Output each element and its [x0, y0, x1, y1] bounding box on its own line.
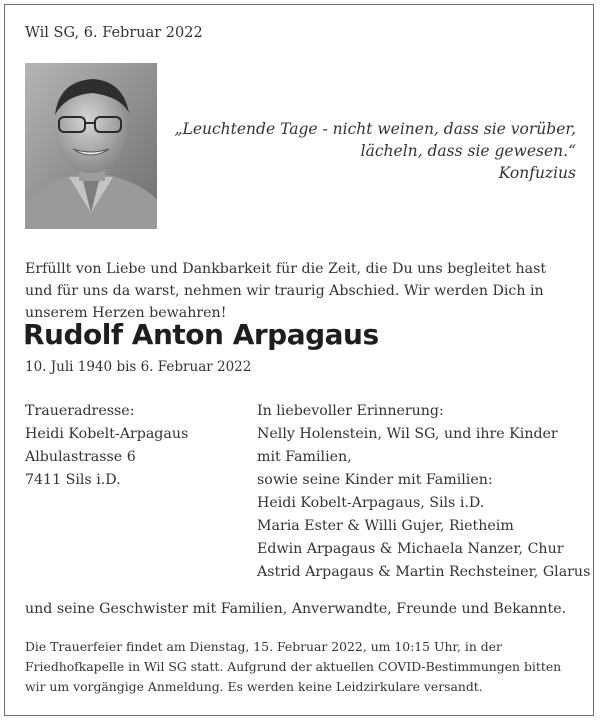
- memory-block: [257, 400, 591, 584]
- memory-child: Maria Ester & Willi Gujer, Rietheim: [257, 518, 514, 534]
- memory-second: sowie seine Kinder mit Familien:: [257, 472, 493, 488]
- memory-first: Nelly Holenstein, Wil SG, und ihre Kinder mit Familien,: [257, 426, 558, 465]
- address-block: [25, 400, 245, 492]
- place-date: Wil SG, 6. Februar 2022: [25, 25, 203, 41]
- portrait-photo-graphic: [25, 63, 157, 229]
- address-line: Albulastrasse 6: [25, 449, 136, 465]
- quote-author: Konfuzius: [498, 164, 576, 182]
- intro-text: Erfüllt von Liebe und Dankbarkeit für die Zeit, die Du uns begleitet hast und für uns da warst, nehmen wir traurig Abschied. Wir werden Dich in unserem Herzen bewahren!: [25, 261, 547, 321]
- memory-child: Heidi Kobelt-Arpagaus, Sils i.D.: [257, 495, 485, 511]
- address-label: Traueradresse:: [25, 403, 135, 419]
- portrait-photo: [25, 63, 157, 229]
- quote-block: [156, 118, 576, 184]
- quote-line-2: lächeln, dass sie gewesen.“: [360, 142, 576, 160]
- siblings-text: und seine Geschwister mit Familien, Anverwandte, Freunde und Bekannte.: [25, 601, 567, 617]
- memory-child: Edwin Arpagaus & Michaela Nanzer, Chur: [257, 541, 564, 557]
- memory-label: In liebevoller Erinnerung:: [257, 403, 444, 419]
- service-info: Die Trauerfeier findet am Dienstag, 15. Februar 2022, um 10:15 Uhr, in der Friedhofkapelle in Wil SG statt. Aufgrund der aktuellen COVID-Bestimmungen bitten wir um vorgängige Anmeldung. Es werden keine Leidzirkulare versandt.: [25, 639, 562, 694]
- life-dates: 10. Juli 1940 bis 6. Februar 2022: [25, 359, 252, 375]
- address-line: Heidi Kobelt-Arpagaus: [25, 426, 189, 442]
- address-line: 7411 Sils i.D.: [25, 472, 121, 488]
- memory-child: Astrid Arpagaus & Martin Rechsteiner, Glarus: [257, 564, 591, 580]
- quote-line-1: „Leuchtende Tage - nicht weinen, dass sie vorüber,: [174, 120, 576, 138]
- deceased-name: Rudolf Anton Arpagaus: [23, 318, 379, 351]
